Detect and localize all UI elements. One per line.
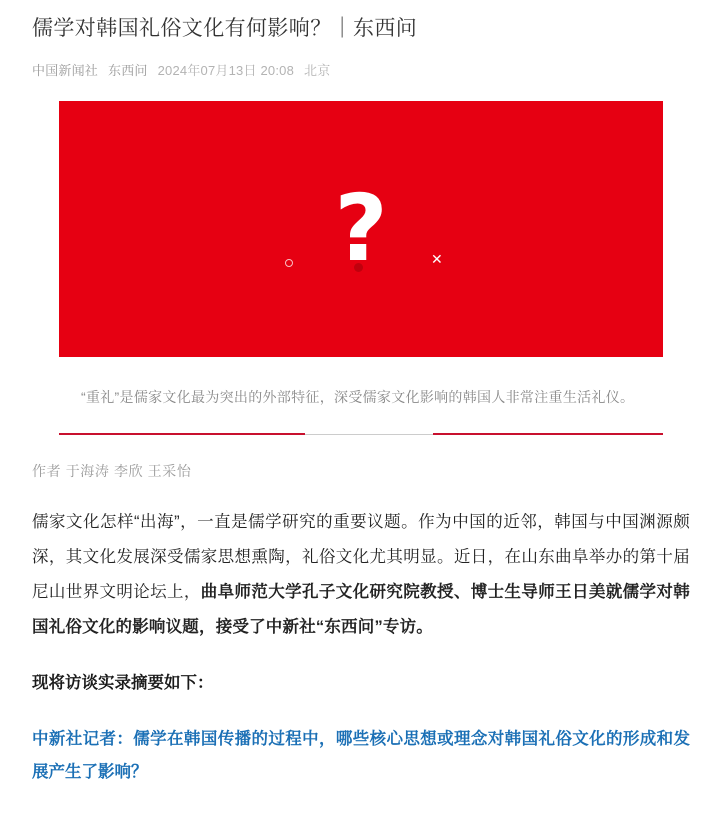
interview-question: 中新社记者：儒学在韩国传播的过程中，哪些核心思想或理念对韩国礼俗文化的形成和发展产生了影响？ <box>32 730 690 781</box>
decor-cross-icon: ✕ <box>431 252 443 268</box>
paragraph-text-bold: 曲阜师范大学孔子文化研究院教授、博士生导师王日美就儒学对韩国礼俗文化的影响议题，接受了中新社“东西问”专访。 <box>32 583 690 636</box>
article-paragraph <box>32 505 690 645</box>
figure-image[interactable] <box>59 101 663 357</box>
article-meta <box>32 60 690 79</box>
decor-circle-1 <box>285 259 293 267</box>
meta-source: 中国新闻社 <box>32 63 99 78</box>
question-mark-graphic: ? <box>334 175 388 282</box>
page-title: 儒学对韩国礼俗文化有何影响？｜东西问 <box>32 17 418 40</box>
meta-place: 北京 <box>304 63 331 78</box>
divider-segment-red-left <box>59 433 305 435</box>
divider-segment-gray <box>305 434 433 435</box>
figure-caption: “重礼”是儒家文化最为突出的外部特征，深受儒家文化影响的韩国人非常注重生活礼仪。 <box>81 389 635 405</box>
section-subheading: 现将访谈实录摘要如下： <box>32 674 214 692</box>
divider-segment-red-right <box>433 433 663 435</box>
meta-column[interactable]: 东西问 <box>108 63 148 78</box>
paragraph-text-normal: 儒家文化怎样“出海”，一直是儒学研究的重要议题。作为中国的近邻，韩国与中国渊源颇深，其文化发展深受儒家思想熏陶，礼俗文化尤其明显。近日，在山东曲阜举办的第十届尼山世界文明论坛上， <box>32 513 690 601</box>
article-figure <box>59 101 663 435</box>
section-divider <box>59 433 663 435</box>
author-line: 作者 于海涛 李欣 王采怡 <box>32 463 192 479</box>
meta-timestamp: 2024年07月13日 20:08 <box>157 63 295 78</box>
